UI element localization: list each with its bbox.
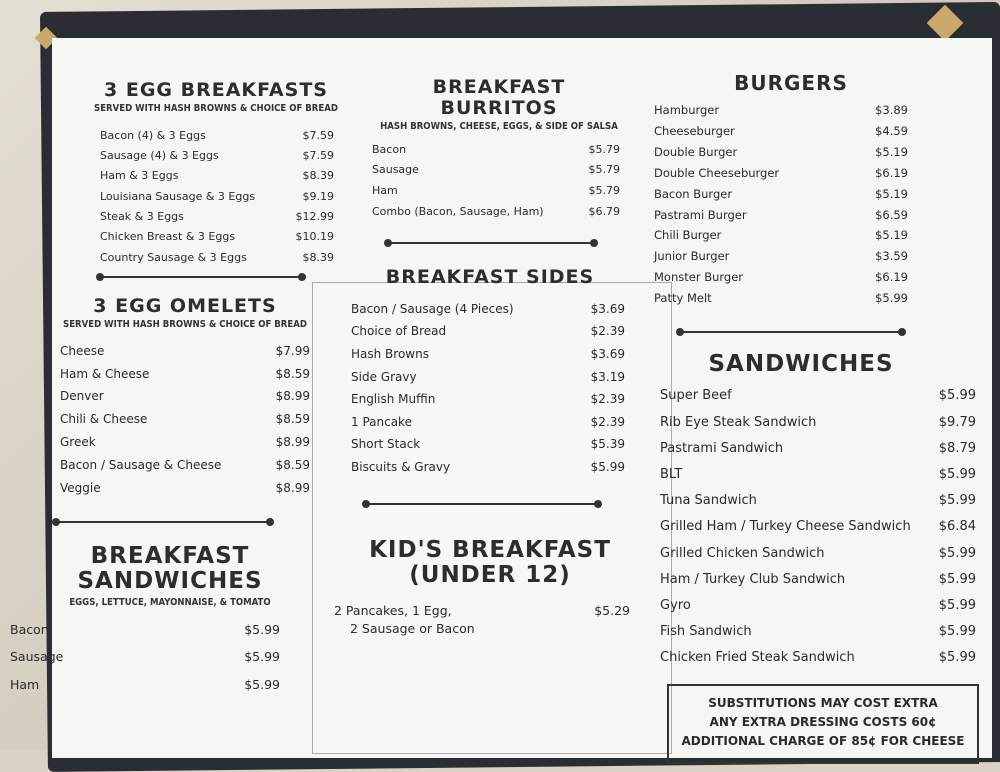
menu-item-price: $5.99 — [938, 624, 976, 640]
menu-item-name: Cheeseburger — [654, 123, 735, 138]
menu-item — [351, 343, 625, 366]
menu-item-name: Bacon — [372, 142, 407, 156]
menu-item — [100, 166, 334, 186]
menu-item-price: $12.99 — [295, 210, 334, 224]
menu-item — [10, 643, 280, 671]
divider — [386, 242, 596, 244]
menu-item — [100, 248, 334, 268]
section-sides — [345, 267, 635, 479]
menu-item-name: Choice of Bread — [351, 324, 447, 339]
menu-item-name: Ham — [372, 183, 398, 197]
menu-item — [660, 567, 976, 593]
menu-item-name: Pastrami Sandwich — [660, 440, 784, 456]
menu-item — [660, 410, 976, 436]
menu-item-price: $4.59 — [875, 123, 908, 138]
menu-item-name: Sausage — [10, 649, 64, 665]
menu-item-name: Bacon Burger — [654, 186, 733, 201]
menu-item-name: Cheese — [60, 343, 105, 358]
menu-item-price: $5.99 — [244, 676, 280, 692]
menu-item-price: $3.19 — [590, 369, 625, 384]
menu-item-name: Louisiana Sausage & 3 Eggs — [100, 189, 256, 203]
menu-item-price: $6.59 — [875, 207, 908, 222]
kids-item — [330, 603, 650, 636]
menu-item-name: Ham — [10, 676, 40, 692]
menu-item-price: $6.84 — [938, 519, 976, 535]
section-title-line1: BREAKFAST — [432, 76, 566, 98]
menu-item-name: Tuna Sandwich — [660, 493, 757, 509]
section-subtitle: EGGS, LETTUCE, MAYONNAISE, & TOMATO — [69, 596, 271, 608]
menu-item-name: Double Cheeseburger — [654, 165, 780, 180]
menu-item-price: $3.59 — [875, 249, 908, 264]
section-title: 3 EGG OMELETS — [93, 295, 277, 317]
menu-item-price: $3.69 — [590, 301, 625, 316]
kids-item-price: $5.29 — [594, 602, 630, 618]
menu-item — [654, 121, 908, 142]
menu-item-name: Bacon — [10, 621, 49, 637]
menu-item — [100, 126, 334, 146]
menu-item — [654, 246, 908, 267]
menu-item-price: $5.99 — [938, 466, 976, 482]
menu-item — [654, 184, 908, 205]
menu-item — [100, 146, 334, 166]
kids-item-line2: 2 Sausage or Bacon — [350, 620, 475, 636]
item-list — [60, 340, 310, 500]
menu-item-price: $6.19 — [875, 165, 908, 180]
menu-item-price: $5.19 — [875, 228, 908, 243]
menu-item — [60, 454, 310, 477]
menu-item-price: $9.79 — [938, 414, 976, 430]
menu-item-name: Ham & 3 Eggs — [100, 169, 179, 183]
menu-item — [660, 488, 976, 514]
menu-item-price: $6.19 — [875, 270, 908, 285]
menu-item-name: 1 Pancake — [351, 414, 412, 429]
section-title: BURGERS — [734, 71, 848, 95]
menu-item-name: Combo (Bacon, Sausage, Ham) — [372, 204, 544, 218]
menu-item-name: Grilled Ham / Turkey Cheese Sandwich — [660, 519, 911, 535]
section-breakfast-sandwiches — [10, 544, 300, 698]
section-title-line2: SANDWICHES — [77, 568, 263, 595]
section-egg-breakfasts — [86, 80, 346, 268]
menu-item — [660, 514, 976, 540]
menu-item — [654, 225, 908, 246]
menu-item — [660, 436, 976, 462]
menu-item — [660, 462, 976, 488]
section-burgers — [650, 72, 912, 309]
menu-item-name: Chili & Cheese — [60, 412, 148, 427]
menu-item-name: Hamburger — [654, 103, 720, 117]
section-subtitle: SERVED WITH HASH BROWNS & CHOICE OF BREAD — [94, 102, 338, 114]
menu-item — [10, 671, 280, 699]
divider — [678, 331, 904, 333]
menu-item — [100, 227, 334, 247]
section-subtitle: SERVED WITH HASH BROWNS & CHOICE OF BREAD — [63, 318, 307, 330]
menu-item-price: $9.19 — [302, 189, 334, 203]
menu-item-price: $5.99 — [590, 460, 625, 475]
section-title: BREAKFAST SIDES — [385, 266, 595, 288]
section-subtitle: HASH BROWNS, CHEESE, EGGS, & SIDE OF SALSA — [380, 120, 618, 132]
menu-item-name: Double Burger — [654, 144, 738, 159]
menu-item-price: $5.99 — [938, 545, 976, 561]
menu-item-name: Short Stack — [351, 437, 421, 452]
section-title-line1: BREAKFAST — [90, 543, 250, 569]
menu-item — [372, 160, 620, 181]
menu-item-price: $8.99 — [275, 435, 310, 450]
menu-item-price: $5.99 — [938, 650, 976, 666]
menu-item-price: $3.89 — [875, 103, 908, 117]
menu-item — [654, 100, 908, 121]
menu-item — [351, 366, 625, 389]
menu-item — [351, 456, 625, 479]
menu-item-name: Sausage (4) & 3 Eggs — [100, 149, 219, 163]
menu-item-price: $5.79 — [588, 142, 620, 156]
menu-item-name: Junior Burger — [654, 249, 730, 264]
menu-item-price: $6.79 — [588, 204, 620, 218]
menu-item-name: Greek — [60, 435, 96, 450]
menu-item-name: Hash Browns — [351, 347, 429, 362]
menu-item-name: Chicken Breast & 3 Eggs — [100, 230, 236, 244]
divider — [98, 276, 304, 278]
menu-item — [372, 202, 620, 223]
item-list — [656, 383, 976, 671]
menu-item — [660, 593, 976, 619]
section-title-line2: (UNDER 12) — [409, 562, 571, 589]
item-list — [368, 140, 630, 222]
menu-item-price: $5.39 — [590, 437, 625, 452]
menu-item-name: BLT — [660, 466, 683, 482]
menu-item-price: $10.19 — [295, 230, 334, 244]
menu-item-price: $8.39 — [302, 250, 334, 264]
notice-line3: ADDITIONAL CHARGE OF 85¢ FOR CHEESE — [681, 734, 965, 748]
menu-item-name: Country Sausage & 3 Eggs — [100, 250, 247, 264]
menu-item-price: $7.59 — [302, 149, 334, 163]
section-title-line1: KID'S BREAKFAST — [369, 537, 611, 563]
section-sandwiches — [656, 352, 976, 672]
item-list — [650, 100, 912, 309]
menu-item-price: $5.19 — [875, 144, 908, 159]
section-burritos — [368, 77, 630, 222]
menu-item-name: Fish Sandwich — [660, 624, 752, 640]
menu-item — [654, 267, 908, 288]
divider — [54, 521, 272, 523]
menu-item-name: English Muffin — [351, 392, 436, 407]
menu-item — [660, 383, 976, 409]
menu-item — [654, 163, 908, 184]
menu-item-price: $7.59 — [302, 128, 334, 142]
kids-item-line1: 2 Pancakes, 1 Egg, — [334, 602, 452, 618]
item-list — [345, 298, 635, 479]
menu-item-price: $5.79 — [588, 183, 620, 197]
menu-item-price: $7.99 — [275, 343, 310, 358]
notice-box — [667, 684, 979, 764]
menu-item-name: Veggie — [60, 480, 101, 495]
menu-item-name: Ham / Turkey Club Sandwich — [660, 571, 846, 587]
menu-item-name: Grilled Chicken Sandwich — [660, 545, 825, 561]
menu-item — [654, 142, 908, 163]
menu-item-price: $5.99 — [938, 571, 976, 587]
menu-item — [60, 385, 310, 408]
menu-item — [654, 288, 908, 309]
item-list — [10, 616, 300, 699]
menu-item-price: $8.59 — [275, 412, 310, 427]
menu-item — [351, 411, 625, 434]
menu-item-price: $2.39 — [590, 324, 625, 339]
section-title: 3 EGG BREAKFASTS — [104, 79, 328, 101]
menu-item-price: $8.39 — [302, 169, 334, 183]
menu-item-name: Rib Eye Steak Sandwich — [660, 414, 817, 430]
menu-item-price: $2.39 — [590, 392, 625, 407]
menu-item — [100, 207, 334, 227]
menu-item-price: $3.69 — [590, 347, 625, 362]
item-list — [86, 126, 346, 268]
menu-item-name: Chicken Fried Steak Sandwich — [660, 650, 855, 666]
menu-item-price: $5.99 — [938, 597, 976, 613]
menu-item-price: $8.99 — [275, 480, 310, 495]
menu-item-price: $2.39 — [590, 414, 625, 429]
menu-item — [660, 541, 976, 567]
divider — [364, 503, 600, 505]
menu-item — [654, 205, 908, 226]
menu-item — [351, 320, 625, 343]
menu-item — [60, 477, 310, 500]
menu-item-name: Patty Melt — [654, 291, 712, 306]
menu-item — [351, 433, 625, 456]
section-kids-breakfast — [330, 538, 650, 636]
menu-item-price: $8.99 — [275, 389, 310, 404]
menu-item — [351, 298, 625, 321]
menu-item-name: Biscuits & Gravy — [351, 460, 451, 475]
menu-item — [660, 619, 976, 645]
section-omelets — [60, 296, 310, 499]
menu-item — [60, 431, 310, 454]
menu-item-name: Monster Burger — [654, 270, 744, 285]
menu-item-name: Bacon / Sausage (4 Pieces) — [351, 301, 514, 316]
menu-item-name: Steak & 3 Eggs — [100, 210, 184, 224]
menu-item-name: Ham & Cheese — [60, 366, 150, 381]
menu-item-name: Side Gravy — [351, 369, 417, 384]
menu-item-price: $5.99 — [938, 493, 976, 509]
menu-item — [10, 616, 280, 644]
menu-item-price: $5.99 — [244, 649, 280, 665]
menu-item-name: Denver — [60, 389, 104, 404]
section-title: SANDWICHES — [708, 351, 894, 377]
menu-item-name: Bacon / Sausage & Cheese — [60, 457, 222, 472]
menu-item-price: $5.99 — [244, 621, 280, 637]
menu-item-name: Pastrami Burger — [654, 207, 747, 222]
notice-line1: SUBSTITUTIONS MAY COST EXTRA — [708, 696, 938, 710]
menu-item — [100, 187, 334, 207]
menu-item-name: Bacon (4) & 3 Eggs — [100, 128, 206, 142]
menu-item-price: $8.59 — [275, 457, 310, 472]
menu-item-name: Super Beef — [660, 388, 732, 404]
menu-item — [660, 645, 976, 671]
menu-item — [60, 408, 310, 431]
notice-line2: ANY EXTRA DRESSING COSTS 60¢ — [709, 715, 937, 729]
menu-item-price: $8.59 — [275, 366, 310, 381]
menu-item-price: $5.19 — [875, 186, 908, 201]
menu-item — [60, 340, 310, 363]
menu-item — [60, 363, 310, 386]
menu-item-name: Chili Burger — [654, 228, 722, 243]
section-title-line2: BURRITOS — [440, 96, 558, 119]
menu-item-price: $5.99 — [938, 388, 976, 404]
menu-item-name: Sausage — [372, 163, 419, 177]
menu-item-price: $5.79 — [588, 163, 620, 177]
menu-item-price: $8.79 — [938, 440, 976, 456]
menu-item — [372, 140, 620, 161]
menu-item — [372, 181, 620, 202]
menu-item-price: $5.99 — [875, 291, 908, 306]
menu-item — [351, 388, 625, 411]
menu-item-name: Gyro — [660, 597, 691, 613]
